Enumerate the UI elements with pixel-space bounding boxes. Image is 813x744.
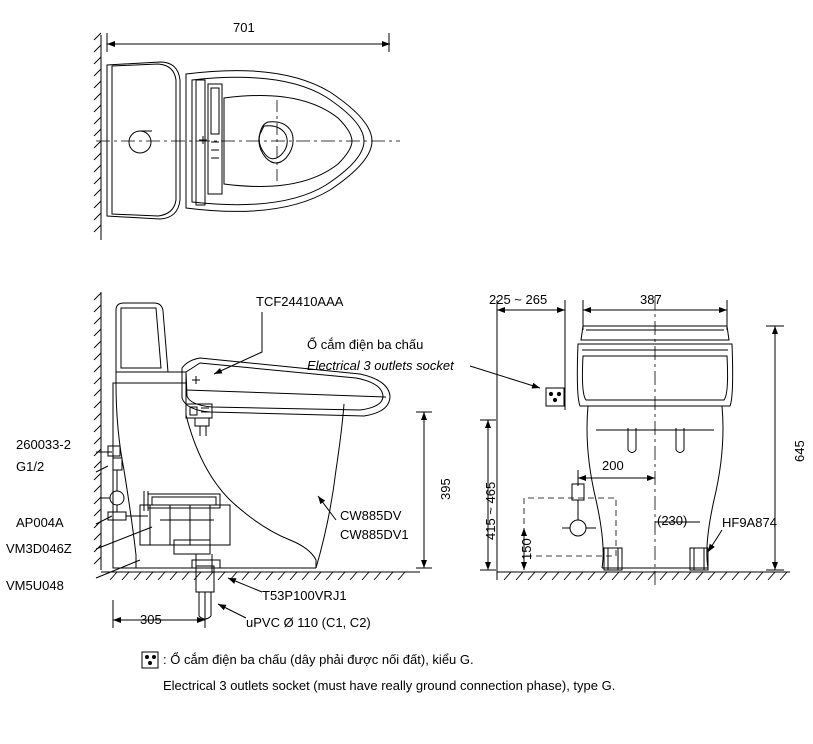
label-cw885dv: CW885DV: [340, 508, 402, 523]
dim-200: 200: [602, 458, 624, 473]
dim-top-701: 701: [233, 20, 255, 35]
dim-150: 150: [519, 538, 534, 560]
dim-305: 305: [140, 612, 162, 627]
label-cw885dv1: CW885DV1: [340, 527, 409, 542]
dim-645: 645: [792, 440, 807, 462]
label-vm5u048: VM5U048: [6, 578, 64, 593]
legend-line-vi: : Ổ cắm điện ba chấu (dây phải được nối đất), kiểu G.: [163, 652, 474, 667]
dim-415-465: 415 ~ 465: [483, 481, 498, 540]
legend-line-en: Electrical 3 outlets socket (must have really ground connection phase), type G.: [163, 678, 616, 693]
label-t53p100vrj1: T53P100VRJ1: [262, 588, 347, 603]
label-g12: G1/2: [16, 459, 45, 474]
label-vm3d046z: VM3D046Z: [6, 541, 72, 556]
label-260033-2: 260033-2: [16, 437, 71, 452]
label-hf9a874: HF9A874: [722, 515, 777, 530]
label-socket-en: Electrical 3 outlets socket: [307, 358, 454, 373]
dim-225-265: 225 ~ 265: [489, 292, 548, 307]
dim-387: 387: [640, 292, 662, 307]
dim-230: (230): [657, 513, 688, 528]
label-socket-vi: Ổ cắm điện ba chấu: [307, 337, 424, 352]
label-tcf24410aaa: TCF24410AAA: [256, 294, 344, 309]
label-ap004a: AP004A: [16, 515, 64, 530]
dim-395: 395: [438, 478, 453, 500]
label-upvc: uPVC Ø 110 (C1, C2): [246, 615, 371, 630]
